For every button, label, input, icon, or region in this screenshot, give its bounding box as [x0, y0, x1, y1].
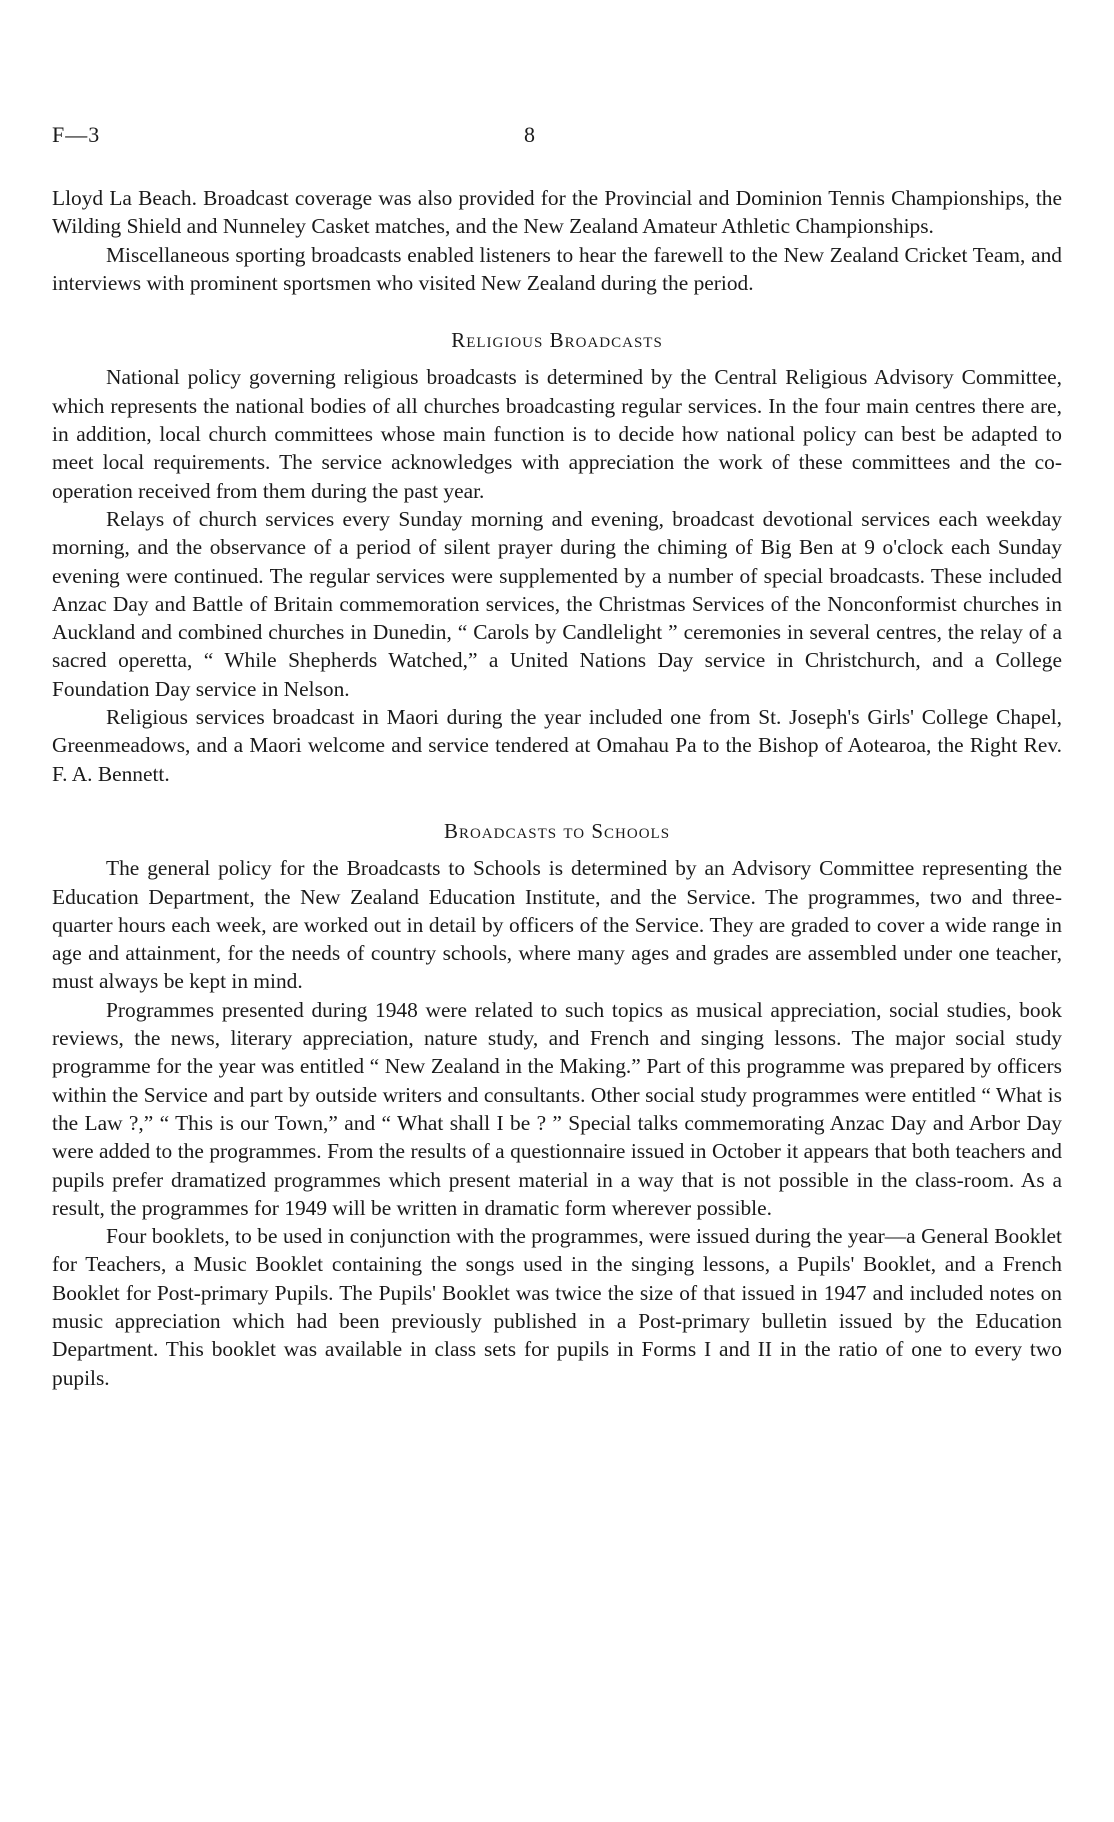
- paragraph: Relays of church services every Sunday morning and evening, broadcast devotional services each weekday morning, and the observance of a period of silent prayer during the chiming of Big Ben at 9 o'clock each Sunday evening were continued. The regular services were supplemented by a number of special broadcasts. These included Anzac Day and Battle of Britain commemoration services, the Christmas Services of the Nonconformist churches in Auckland and combined churches in Dunedin, “ Carols by Candlelight ” ceremonies in several centres, the relay of a sacred operetta, “ While Shepherds Watched,” a United Nations Day service in Christchurch, and a College Foundation Day service in Nelson.: [52, 506, 1062, 701]
- paragraph: Programmes presented during 1948 were related to such topics as musical appreciation, social studies, book reviews, the news, literary appreciation, nature study, and French and singing lessons. The major social study programme for the year was entitled “ New Zealand in the Making.” Part of this programme was prepared by officers within the Service and part by outside writers and consultants. Other social study programmes were entitled “ What is the Law ?,” “ This is our Town,” and “ What shall I be ? ” Special talks commemorating Anzac Day and Arbor Day were added to the programmes. From the results of a questionnaire issued in October it appears that both teachers and pupils prefer dramatized programmes which present material in a way that is not possible in the class-room. As a result, the programmes for 1949 will be written in dramatic form wherever possible.: [52, 997, 1062, 1220]
- section-heading-schools: Broadcasts to Schools: [443, 818, 671, 843]
- paragraph: Religious services broadcast in Maori during the year included one from St. Joseph's Girls' College Chapel, Greenmeadows, and a Maori welcome and service tendered at Omahau Pa to the Bishop of Aotearoa, the Right Rev. F. A. Bennett.: [52, 705, 1062, 786]
- paragraph: National policy governing religious broadcasts is determined by the Central Religious Advisory Committee, which represents the national bodies of all churches broadcasting regular services. In the four main centres there are, in addition, local church committees whose main function is to decide how national policy can best be adapted to meet local requirements. The service acknowledges with appreciation the work of these committees and the co-operation received from them during the past year.: [52, 365, 1062, 503]
- paragraph: Four booklets, to be used in conjunction with the programmes, were issued during the year—a General Booklet for Teachers, a Music Booklet containing the songs used in the singing lessons, a Pupils' Booklet, and a French Booklet for Post-primary Pupils. The Pupils' Booklet was twice the size of that issued in 1947 and included notes on music appreciation which had been previously published in a Post-primary bulletin issued by the Education Department. This booklet was available in class sets for pupils in Forms I and II in the ratio of one to every two pupils.: [52, 1224, 1062, 1390]
- paragraph: The general policy for the Broadcasts to Schools is determined by an Advisory Committee representing the Education Department, the New Zealand Education Institute, and the Service. The programmes, two and three-quarter hours each week, are worked out in detail by officers of the Service. They are graded to cover a wide range in age and attainment, for the needs of country schools, where many ages and grades are assembled under one teacher, must always be kept in mind.: [52, 856, 1062, 994]
- document-reference: F—3: [52, 122, 101, 147]
- page-number: 8: [524, 122, 536, 147]
- body-text: [52, 184, 1062, 1392]
- section-heading-religious: Religious Broadcasts: [451, 328, 663, 353]
- page-header: [52, 122, 1062, 152]
- paragraph: Miscellaneous sporting broadcasts enabled listeners to hear the farewell to the New Zealand Cricket Team, and interviews with prominent sportsmen who visited New Zealand during the period.: [52, 242, 1062, 295]
- paragraph: Lloyd La Beach. Broadcast coverage was also provided for the Provincial and Dominion Tennis Championships, the Wilding Shield and Nunneley Casket matches, and the New Zealand Amateur Athletic Championships.: [52, 186, 1062, 239]
